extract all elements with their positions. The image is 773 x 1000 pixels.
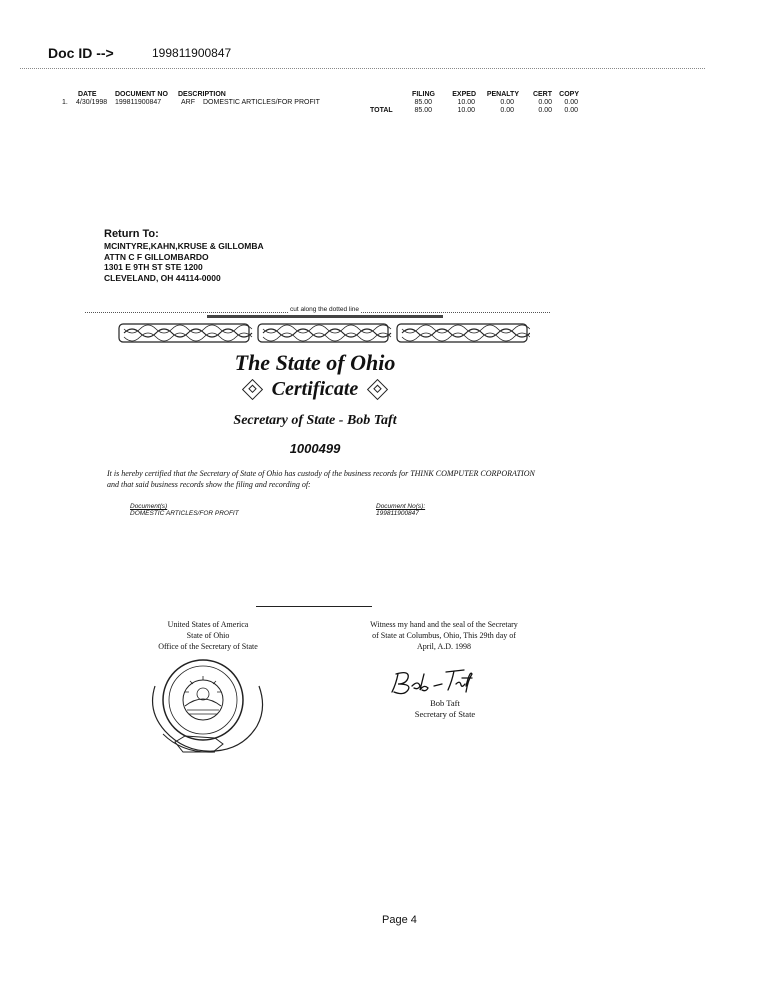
col-header-filing: FILING	[412, 91, 435, 98]
diamond-ornament-icon	[242, 379, 263, 400]
ornamental-border	[118, 322, 530, 344]
total-copy: 0.00	[564, 107, 578, 114]
witness-block	[365, 619, 523, 652]
address-line: ATTN C F GILLOMBARDO	[104, 251, 209, 262]
row-description: DOMESTIC ARTICLES/FOR PROFIT	[203, 99, 320, 106]
handwritten-signature	[390, 668, 480, 696]
documents-value: DOMESTIC ARTICLES/FOR PROFIT	[130, 510, 239, 517]
address-line: 1301 E 9TH ST STE 1200	[104, 262, 203, 272]
col-header-copy: COPY	[559, 91, 579, 98]
certificate-number: 1000499	[289, 441, 341, 456]
row-copy: 0.00	[564, 99, 578, 106]
issuer-line: United States of America	[167, 620, 249, 629]
cut-line-label: cut along the dotted line	[290, 306, 360, 313]
return-to-address	[104, 241, 264, 283]
certification-text: It is hereby certified that the Secretary of State of Ohio has custody of the business records for THINK COMPUTER CORPORATION and that said business records show the filing and recording of:	[107, 469, 535, 489]
total-exped: 10.00	[457, 107, 475, 114]
col-header-description: DESCRIPTION	[178, 91, 226, 98]
document-no-header: Document No(s):	[376, 503, 426, 510]
certificate-subtitle: Certificate	[271, 378, 359, 400]
col-header-exped: EXPED	[452, 91, 476, 98]
total-cert: 0.00	[538, 107, 552, 114]
doc-id-value: 199811900847	[152, 46, 232, 60]
ohio-seal-icon	[145, 656, 265, 756]
issuer-line: State of Ohio	[186, 631, 230, 640]
return-to-title: Return To:	[104, 228, 159, 240]
header-divider	[20, 68, 705, 69]
row-penalty: 0.00	[500, 99, 514, 106]
row-filing: 85.00	[414, 99, 432, 106]
row-date: 4/30/1998	[76, 99, 108, 106]
row-code: ARF	[181, 99, 195, 106]
col-header-cert: CERT	[532, 91, 552, 98]
col-header-penalty: PENALTY	[486, 91, 519, 98]
decorative-bar	[207, 315, 443, 318]
documents-header: Document(s)	[130, 503, 168, 510]
row-document-no: 199811900847	[115, 99, 162, 106]
issuer-block	[138, 619, 278, 652]
total-penalty: 0.00	[500, 107, 514, 114]
issuer-line: Office of the Secretary of State	[158, 642, 258, 651]
certificate-subtitle-row	[0, 378, 630, 401]
signer-block	[370, 698, 520, 720]
total-filing: 85.00	[414, 107, 432, 114]
signer-name: Bob Taft	[430, 698, 460, 708]
row-cert: 0.00	[538, 99, 552, 106]
doc-id-label: Doc ID -->	[48, 45, 114, 61]
page-number: Page 4	[382, 914, 417, 926]
witness-line: April, A.D. 1998	[417, 642, 471, 651]
signature-divider	[256, 606, 372, 607]
col-header-date: DATE	[78, 91, 97, 98]
row-exped: 10.00	[457, 99, 475, 106]
row-number: 1.	[62, 99, 68, 106]
col-header-document-no: DOCUMENT NO	[115, 91, 168, 98]
witness-line: of State at Columbus, Ohio, This 29th day of	[372, 631, 516, 640]
certificate-title: The State of Ohio	[234, 350, 396, 375]
address-line: CLEVELAND, OH 44114-0000	[104, 272, 221, 283]
document-no-value: 199811900847	[376, 510, 419, 517]
diamond-ornament-icon	[367, 379, 388, 400]
address-line: MCINTYRE,KAHN,KRUSE & GILLOMBA	[104, 241, 264, 251]
signer-title: Secretary of State	[414, 709, 476, 719]
total-label: TOTAL	[370, 107, 393, 114]
secretary-of-state-line: Secretary of State - Bob Taft	[233, 413, 397, 428]
witness-line: Witness my hand and the seal of the Secretary	[370, 620, 518, 629]
